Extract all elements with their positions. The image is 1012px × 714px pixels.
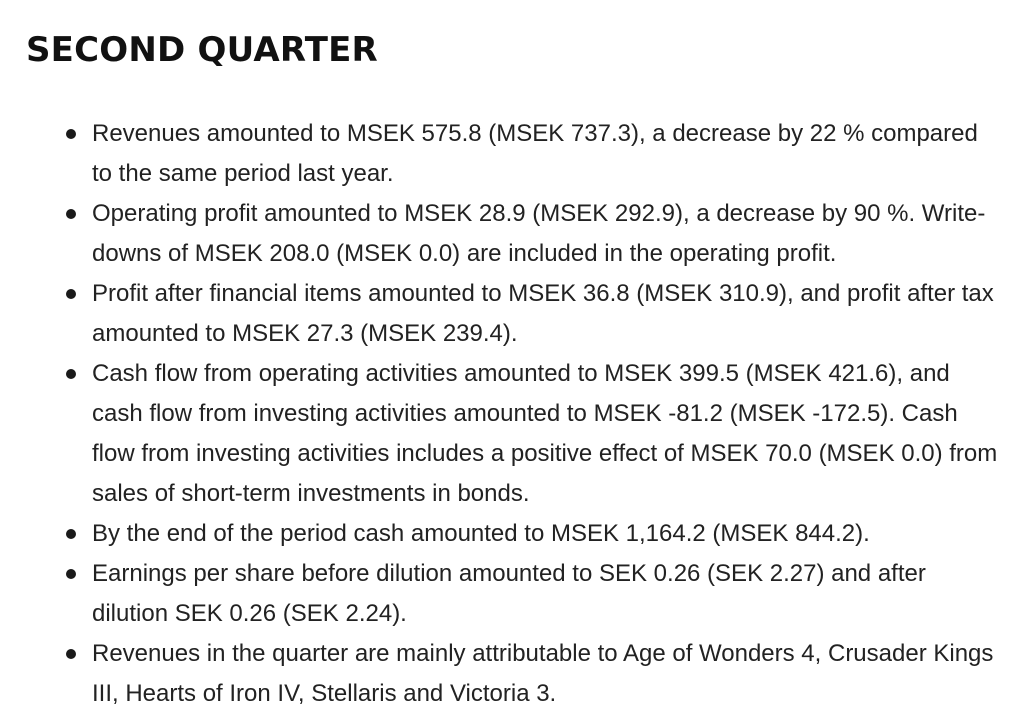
bullet-icon <box>66 569 76 579</box>
list-item <box>0 274 1012 354</box>
highlights-list <box>0 114 1012 714</box>
list-item-text: Revenues in the quarter are mainly attributable to Age of Wonders 4, Crusader Kings III, Hearts of Iron IV, Stellaris and Victoria 3. <box>92 640 994 707</box>
bullet-icon <box>66 289 76 299</box>
list-item <box>0 634 1012 714</box>
bullet-icon <box>66 209 76 219</box>
list-item-text: Operating profit amounted to MSEK 28.9 (MSEK 292.9), a decrease by 90 %. Write-downs of MSEK 208.0 (MSEK 0.0) are included in the operating profit. <box>92 200 986 267</box>
list-item <box>0 194 1012 274</box>
list-item-text: Profit after financial items amounted to MSEK 36.8 (MSEK 310.9), and profit after tax amounted to MSEK 27.3 (MSEK 239.4). <box>92 280 994 347</box>
section-title: SECOND QUARTER <box>26 30 378 70</box>
list-item-text: Earnings per share before dilution amounted to SEK 0.26 (SEK 2.27) and after dilution SEK 0.26 (SEK 2.24). <box>92 560 926 627</box>
list-item <box>0 114 1012 194</box>
list-item-text: By the end of the period cash amounted to MSEK 1,164.2 (MSEK 844.2). <box>92 520 870 547</box>
bullet-icon <box>66 529 76 539</box>
list-item <box>0 514 1012 554</box>
list-item <box>0 354 1012 514</box>
list-item-text: Cash flow from operating activities amounted to MSEK 399.5 (MSEK 421.6), and cash flow from investing activities amounted to MSEK -81.2 (MSEK -172.5). Cash flow from investing activities includes a positive effect of MSEK 70.0 (MSEK 0.0) from sales of short-term investments in bonds. <box>92 360 998 507</box>
bullet-icon <box>66 649 76 659</box>
bullet-icon <box>66 369 76 379</box>
bullet-icon <box>66 129 76 139</box>
list-item <box>0 554 1012 634</box>
list-item-text: Revenues amounted to MSEK 575.8 (MSEK 737.3), a decrease by 22 % compared to the same period last year. <box>92 120 978 187</box>
